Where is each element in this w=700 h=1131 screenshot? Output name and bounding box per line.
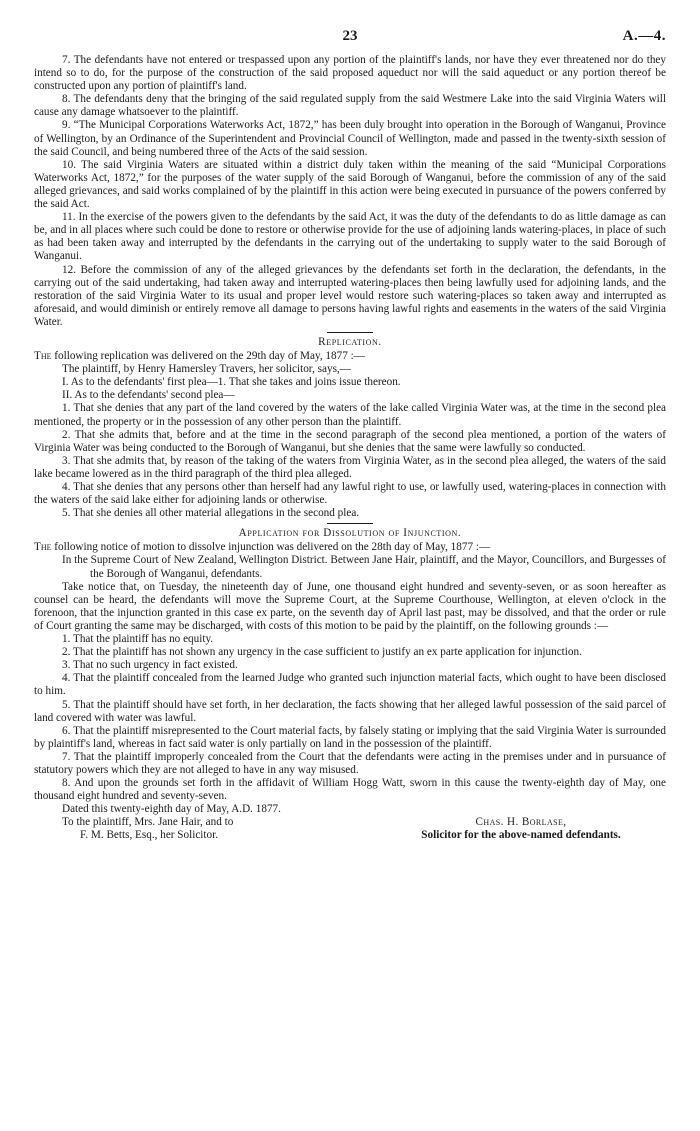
plea-paragraphs: [34, 54, 666, 329]
ground-3: 3. That no such urgency in fact existed.: [62, 659, 238, 672]
ground-8: 8. And upon the grounds set forth in the affidavit of William Hogg Watt, sworn in this cause the twenty-eighth day of May, one thousand eight hundred and seventy-seven.: [34, 777, 666, 803]
application-intro-lead: The: [34, 541, 52, 554]
application-intro-text: following notice of motion to dissolve injunction was delivered on the 28th day of May, 1877 :—: [51, 541, 491, 554]
replication-item-4: 4. That she denies that any persons other than herself had any lawful right to use, or lawfully used, watering-places in connection with the waters of the said lake either for adjoining lands or otherwise.: [34, 481, 666, 507]
application-heading: Application for Dissolution of Injunction.: [238, 527, 462, 540]
court-heading: In the Supreme Court of New Zealand, Wellington District. Between Jane Hair, plaintiff, and the Mayor, Councillors, and Burgesses of the Borough of Wanganui, defendants.: [62, 554, 666, 580]
ground-2: 2. That the plaintiff has not shown any urgency in the case sufficient to justify an ex parte application for injunction.: [62, 646, 582, 659]
signatory-role: Solicitor for the above-named defendants.: [421, 829, 621, 842]
document-reference: A.—4.: [622, 28, 666, 44]
replication-section: [34, 350, 666, 520]
replication-item-3: 3. That she admits that, by reason of the taking of the waters from Virginia Water, as in the second plea alleged, the waters of the said lake became lowered as in the third paragraph of the third plea alleged.: [34, 454, 666, 480]
plea-paragraph-7: 7. The defendants have not entered or trespassed upon any portion of the plaintiff's lands, nor have they ever threatened nor do they intend so to do, for the purpose of the construction of the said proposed aqueduct nor will the said aqueduct or any portion thereof be constructed upon any portion of plaintiff's land.: [34, 54, 666, 93]
replication-first-plea: I. As to the defendants' first plea—1. That she takes and joins issue thereon.: [62, 376, 401, 389]
ground-6: 6. That the plaintiff misrepresented to the Court material facts, by falsely stating or implying that the said Virginia Water is surrounded by plaintiff's land, whereas in fact said water is only partially on land in the possession of the plaintiff.: [34, 724, 666, 750]
signature-block-row-1: [34, 816, 666, 829]
signatory-name: Chas. H. Borlase,: [475, 816, 567, 829]
ground-7: 7. That the plaintiff improperly concealed from the Court that the defendants were acting in the premises under and in pursuance of statutory powers which they are not alleged to have in any way misused.: [34, 750, 666, 776]
plea-paragraph-8: 8. The defendants deny that the bringing of the said regulated supply from the said Westmere Lake into the said Virginia Waters will cause any damage whatsoever to the plaintiff.: [34, 93, 666, 119]
page-number: 23: [342, 28, 358, 44]
dated-line: Dated this twenty-eighth day of May, A.D. 1877.: [62, 803, 281, 816]
replication-plaintiff-line: The plaintiff, by Henry Hamersley Travers, her solicitor, says,—: [62, 363, 351, 376]
ground-1: 1. That the plaintiff has no equity.: [62, 633, 214, 646]
replication-item-5: 5. That she denies all other material allegations in the second plea.: [62, 507, 360, 520]
replication-intro-text: following replication was delivered on the 29th day of May, 1877 :—: [51, 350, 365, 363]
replication-item-2: 2. That she admits that, before and at the time in the second paragraph of the second plea mentioned, a portion of the waters of Virginia Water was being conducted to the Borough of Wanganui, but she denies that the same were lawfully so conducted.: [34, 428, 666, 454]
addressee-line-2: F. M. Betts, Esq., her Solicitor.: [80, 829, 219, 842]
replication-heading: Replication.: [318, 335, 382, 348]
ground-4: 4. That the plaintiff concealed from the learned Judge who granted such injunction material facts, which ought to have been disclosed to him.: [34, 672, 666, 698]
plea-paragraph-10: 10. The said Virginia Waters are situated within a district duly taken within the meaning of the said “Municipal Corporations Waterworks Act, 1872,” for the purposes of the water supply of the said Borough of Wanganui, before the commission of any of the said alleged grievances, and said works complained of by the plaintiff in this action were being executed in pursuance of the powers conferred by the said Act.: [34, 158, 666, 211]
application-section: [34, 541, 666, 842]
page-header: [34, 26, 666, 54]
plea-paragraph-12: 12. Before the commission of any of the alleged grievances by the defendants set forth in the declaration, the defendants, in the carrying out of the said undertaking, had taken away and interrupted watering-places then being lawfully used for adjoining lands, and the restoration of the said Virginia Water to its usual and proper level would restore such watering-places so taken away and interrupted as aforesaid, and would diminish or entirely remove all damage to persons having lawful rights and easements in the waters of the said Virginia Water.: [34, 263, 666, 328]
signature-block-row-2: [34, 829, 666, 842]
section-divider: [327, 523, 373, 524]
ground-5: 5. That the plaintiff should have set forth, in her declaration, the facts showing that her alleged lawful possession of the said parcel of land covered with water was lawful.: [34, 698, 666, 724]
plea-paragraph-11: 11. In the exercise of the powers given to the defendants by the said Act, it was the duty of the defendants to do as little damage as can be, and in all places where such could be done to restore or otherwise provide for the use of adjoining lands watering-places, in place of such as had been taken away and interrupted by the defendants in the carrying out of the undertaking to supply water to the said Borough of Wanganui.: [34, 211, 666, 263]
replication-item-1: 1. That she denies that any part of the land covered by the waters of the lake called Virginia Water was, at the time in the second plea mentioned, the property or in the possession of any other person than the plaintiff.: [34, 402, 666, 428]
plea-paragraph-9: 9. “The Municipal Corporations Waterworks Act, 1872,” has been duly brought into operation in the Borough of Wanganui, Province of Wellington, by an Ordinance of the Superintendent and Provincial Council of Wellington, made and passed in the twenty-sixth session of the said Council, and being numbered three of the Acts of the said session.: [34, 119, 666, 158]
replication-second-plea: II. As to the defendants' second plea—: [62, 389, 235, 402]
section-divider: [327, 332, 373, 333]
addressee-line-1: To the plaintiff, Mrs. Jane Hair, and to: [62, 816, 234, 829]
replication-intro-lead: The: [34, 350, 52, 363]
application-intro: [34, 541, 666, 554]
notice-of-motion: Take notice that, on Tuesday, the nineteenth day of June, one thousand eight hundred and seventy-seven, or as soon hereafter as counsel can be heard, the defendants will move the Supreme Court, at the Supreme Courthouse, Wellington, at eleven o'clock in the forenoon, that the injunction granted in this case ex parte, on the seventh day of April last past, may be dissolved, and that the order or rule of Court granting the same may be discharged, with costs of this motion to be paid by the plaintiff, on the following grounds :—: [34, 580, 666, 632]
replication-intro: [34, 350, 666, 363]
